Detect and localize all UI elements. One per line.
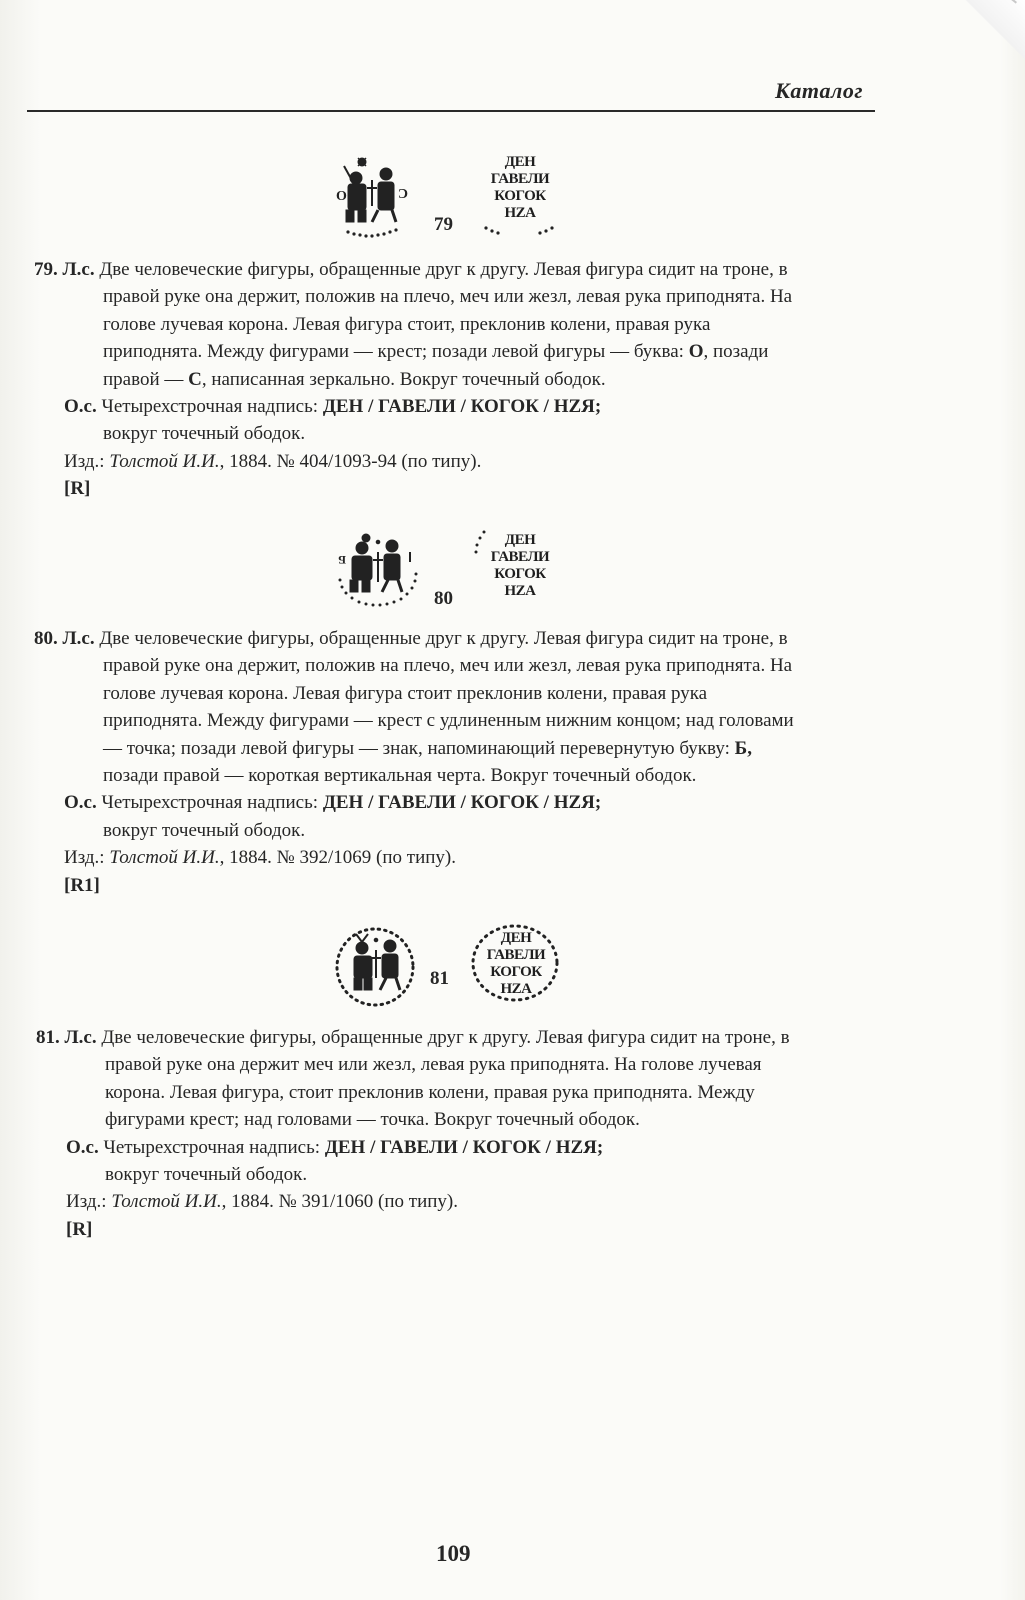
reverse-legend: ДЕН / ГАВЕЛИ / КОГОК / HZЯ;: [322, 396, 602, 418]
entry-number: 81.: [36, 1027, 60, 1048]
obverse-text: правой —: [103, 368, 189, 390]
obverse-text: Две человеческие фигуры, обращенные друг к другу. Левая фигура сидит на троне, в: [101, 1027, 790, 1048]
obverse-label: Л.с.: [62, 259, 95, 280]
coin-reverse-dots: [470, 528, 490, 568]
obverse-label: Л.с.: [64, 1027, 97, 1048]
obverse-line: [34, 338, 894, 365]
obverse-letter: Б: [734, 737, 748, 759]
reference-text: , 1884. № 404/1093-94 (по типу).: [219, 450, 482, 472]
obverse-line: [36, 1024, 896, 1051]
reverse-text: Четырехстрочная надпись:: [103, 1136, 325, 1158]
svg-text:Ͻ: Ͻ: [398, 187, 409, 202]
coin-illustration-80: [330, 528, 580, 614]
reverse-line: [34, 789, 894, 816]
reference-label: Изд.:: [64, 847, 105, 869]
obverse-line: голове лучевая корона. Левая фигура стоит, преклонив колени, правая рука: [103, 313, 711, 335]
svg-text:О: О: [336, 189, 347, 204]
reference-line: [34, 844, 894, 871]
header-rule: [27, 110, 875, 112]
page-corner-fold: [955, 0, 1025, 60]
reverse-line: [36, 1134, 896, 1161]
reverse-line: вокруг точечный ободок.: [103, 819, 306, 841]
obverse-line: фигурами крест; над головами — точка. Вокруг точечный ободок.: [105, 1109, 640, 1131]
obverse-line: — точка; позади левой фигуры — знак, напоминающий перевернутую букву: Б,: [103, 737, 752, 759]
reference-label: Изд.:: [66, 1191, 107, 1213]
reverse-line: вокруг точечный ободок.: [105, 1164, 308, 1186]
reference-author: Толстой И.И.: [109, 450, 220, 472]
reference-line: [36, 1188, 896, 1215]
coin-reverse-dots: [480, 224, 560, 238]
reference-author: Толстой И.И.: [109, 847, 220, 869]
reverse-text: Четырехстрочная надпись:: [101, 396, 323, 418]
rarity-mark: [R1]: [64, 874, 100, 896]
reverse-line: [34, 393, 894, 420]
obverse-text: приподнята. Между фигурами — крест; позади левой фигуры — буква:: [103, 341, 689, 363]
entry-number: 80.: [34, 628, 58, 649]
obverse-line: правой руке она держит, положив на плечо, меч или жезл, левая рука приподнята. На: [103, 655, 793, 677]
obverse-text: Две человеческие фигуры, обращенные друг к другу. Левая фигура сидит на троне, в: [99, 628, 788, 649]
coin-illustration-79: [330, 148, 580, 244]
reverse-label: О.с.: [64, 396, 97, 418]
reference-line: [34, 448, 894, 475]
reverse-label: О.с.: [64, 792, 97, 814]
obverse-line: позади правой — короткая вертикальная черта. Вокруг точечный ободок.: [103, 765, 697, 787]
reference-text: , 1884. № 392/1069 (по типу).: [219, 847, 456, 869]
entry-number: 79.: [34, 259, 58, 280]
reference-author: Толстой И.И.: [111, 1191, 222, 1213]
obverse-line: [34, 366, 894, 393]
coin-reverse-legend-81: ДЕН ГАВЕЛИ КОГОК НZА: [486, 930, 546, 997]
coin-reverse-legend-79: ДЕН ГАВЕЛИ КОГОК НZА: [490, 154, 550, 221]
reverse-text: Четырехстрочная надпись:: [101, 792, 323, 814]
page-number: 109: [436, 1541, 471, 1566]
coin-obverse-drawing: [332, 924, 418, 1010]
obverse-line: корона. Левая фигура, стоит преклонив колени, правая рука приподнята. Между: [105, 1081, 755, 1103]
obverse-letter: О: [688, 341, 704, 363]
obverse-letter: С: [188, 368, 202, 390]
reverse-legend: ДЕН / ГАВЕЛИ / КОГОК / HZЯ;: [324, 1136, 604, 1158]
reverse-label: О.с.: [66, 1136, 99, 1158]
coin-obverse-drawing: [334, 154, 416, 238]
obverse-text: , позади: [703, 341, 769, 363]
rarity-mark: [R]: [66, 1218, 93, 1240]
obverse-line: [34, 625, 894, 652]
coin-illustration-81: [330, 922, 580, 1012]
coin-obverse-drawing: [332, 530, 422, 610]
svg-text:Б: Б: [338, 553, 346, 567]
reference-text: , 1884. № 391/1060 (по типу).: [221, 1191, 458, 1213]
obverse-line: правой руке она держит меч или жезл, левая рука приподнята. На голове лучевая: [105, 1054, 762, 1076]
obverse-line: голове лучевая корона. Левая фигура стоит преклонив колени, правая рука: [103, 682, 708, 704]
obverse-line: правой руке она держит, положив на плечо, меч или жезл, левая рука приподнята. На: [103, 286, 793, 308]
catalog-entry-81: [36, 1024, 896, 1243]
running-head-title: Каталог: [775, 78, 863, 103]
obverse-text: Две человеческие фигуры, обращенные друг к другу. Левая фигура сидит на троне, в: [99, 259, 788, 280]
obverse-text: — точка; позади левой фигуры — знак, напоминающий перевернутую букву:: [103, 737, 735, 759]
coin-number-81: 81: [430, 968, 449, 989]
reverse-legend: ДЕН / ГАВЕЛИ / КОГОК / HZЯ;: [322, 792, 602, 814]
obverse-line: [34, 256, 894, 283]
obverse-label: Л.с.: [62, 628, 95, 649]
rarity-mark: [R]: [64, 478, 91, 500]
coin-number-80: 80: [434, 588, 453, 609]
catalog-entry-80: [34, 625, 894, 899]
coin-number-79: 79: [434, 214, 453, 235]
obverse-line: приподнята. Между фигурами — крест с удлиненным нижним концом; над головами: [103, 710, 794, 732]
catalog-entry-79: [34, 256, 894, 503]
reference-label: Изд.:: [64, 450, 105, 472]
obverse-text: , написанная зеркально. Вокруг точечный ободок.: [201, 368, 606, 390]
reverse-line: вокруг точечный ободок.: [103, 423, 306, 445]
coin-reverse-legend-80: ДЕН ГАВЕЛИ КОГОК НZА: [490, 532, 550, 599]
